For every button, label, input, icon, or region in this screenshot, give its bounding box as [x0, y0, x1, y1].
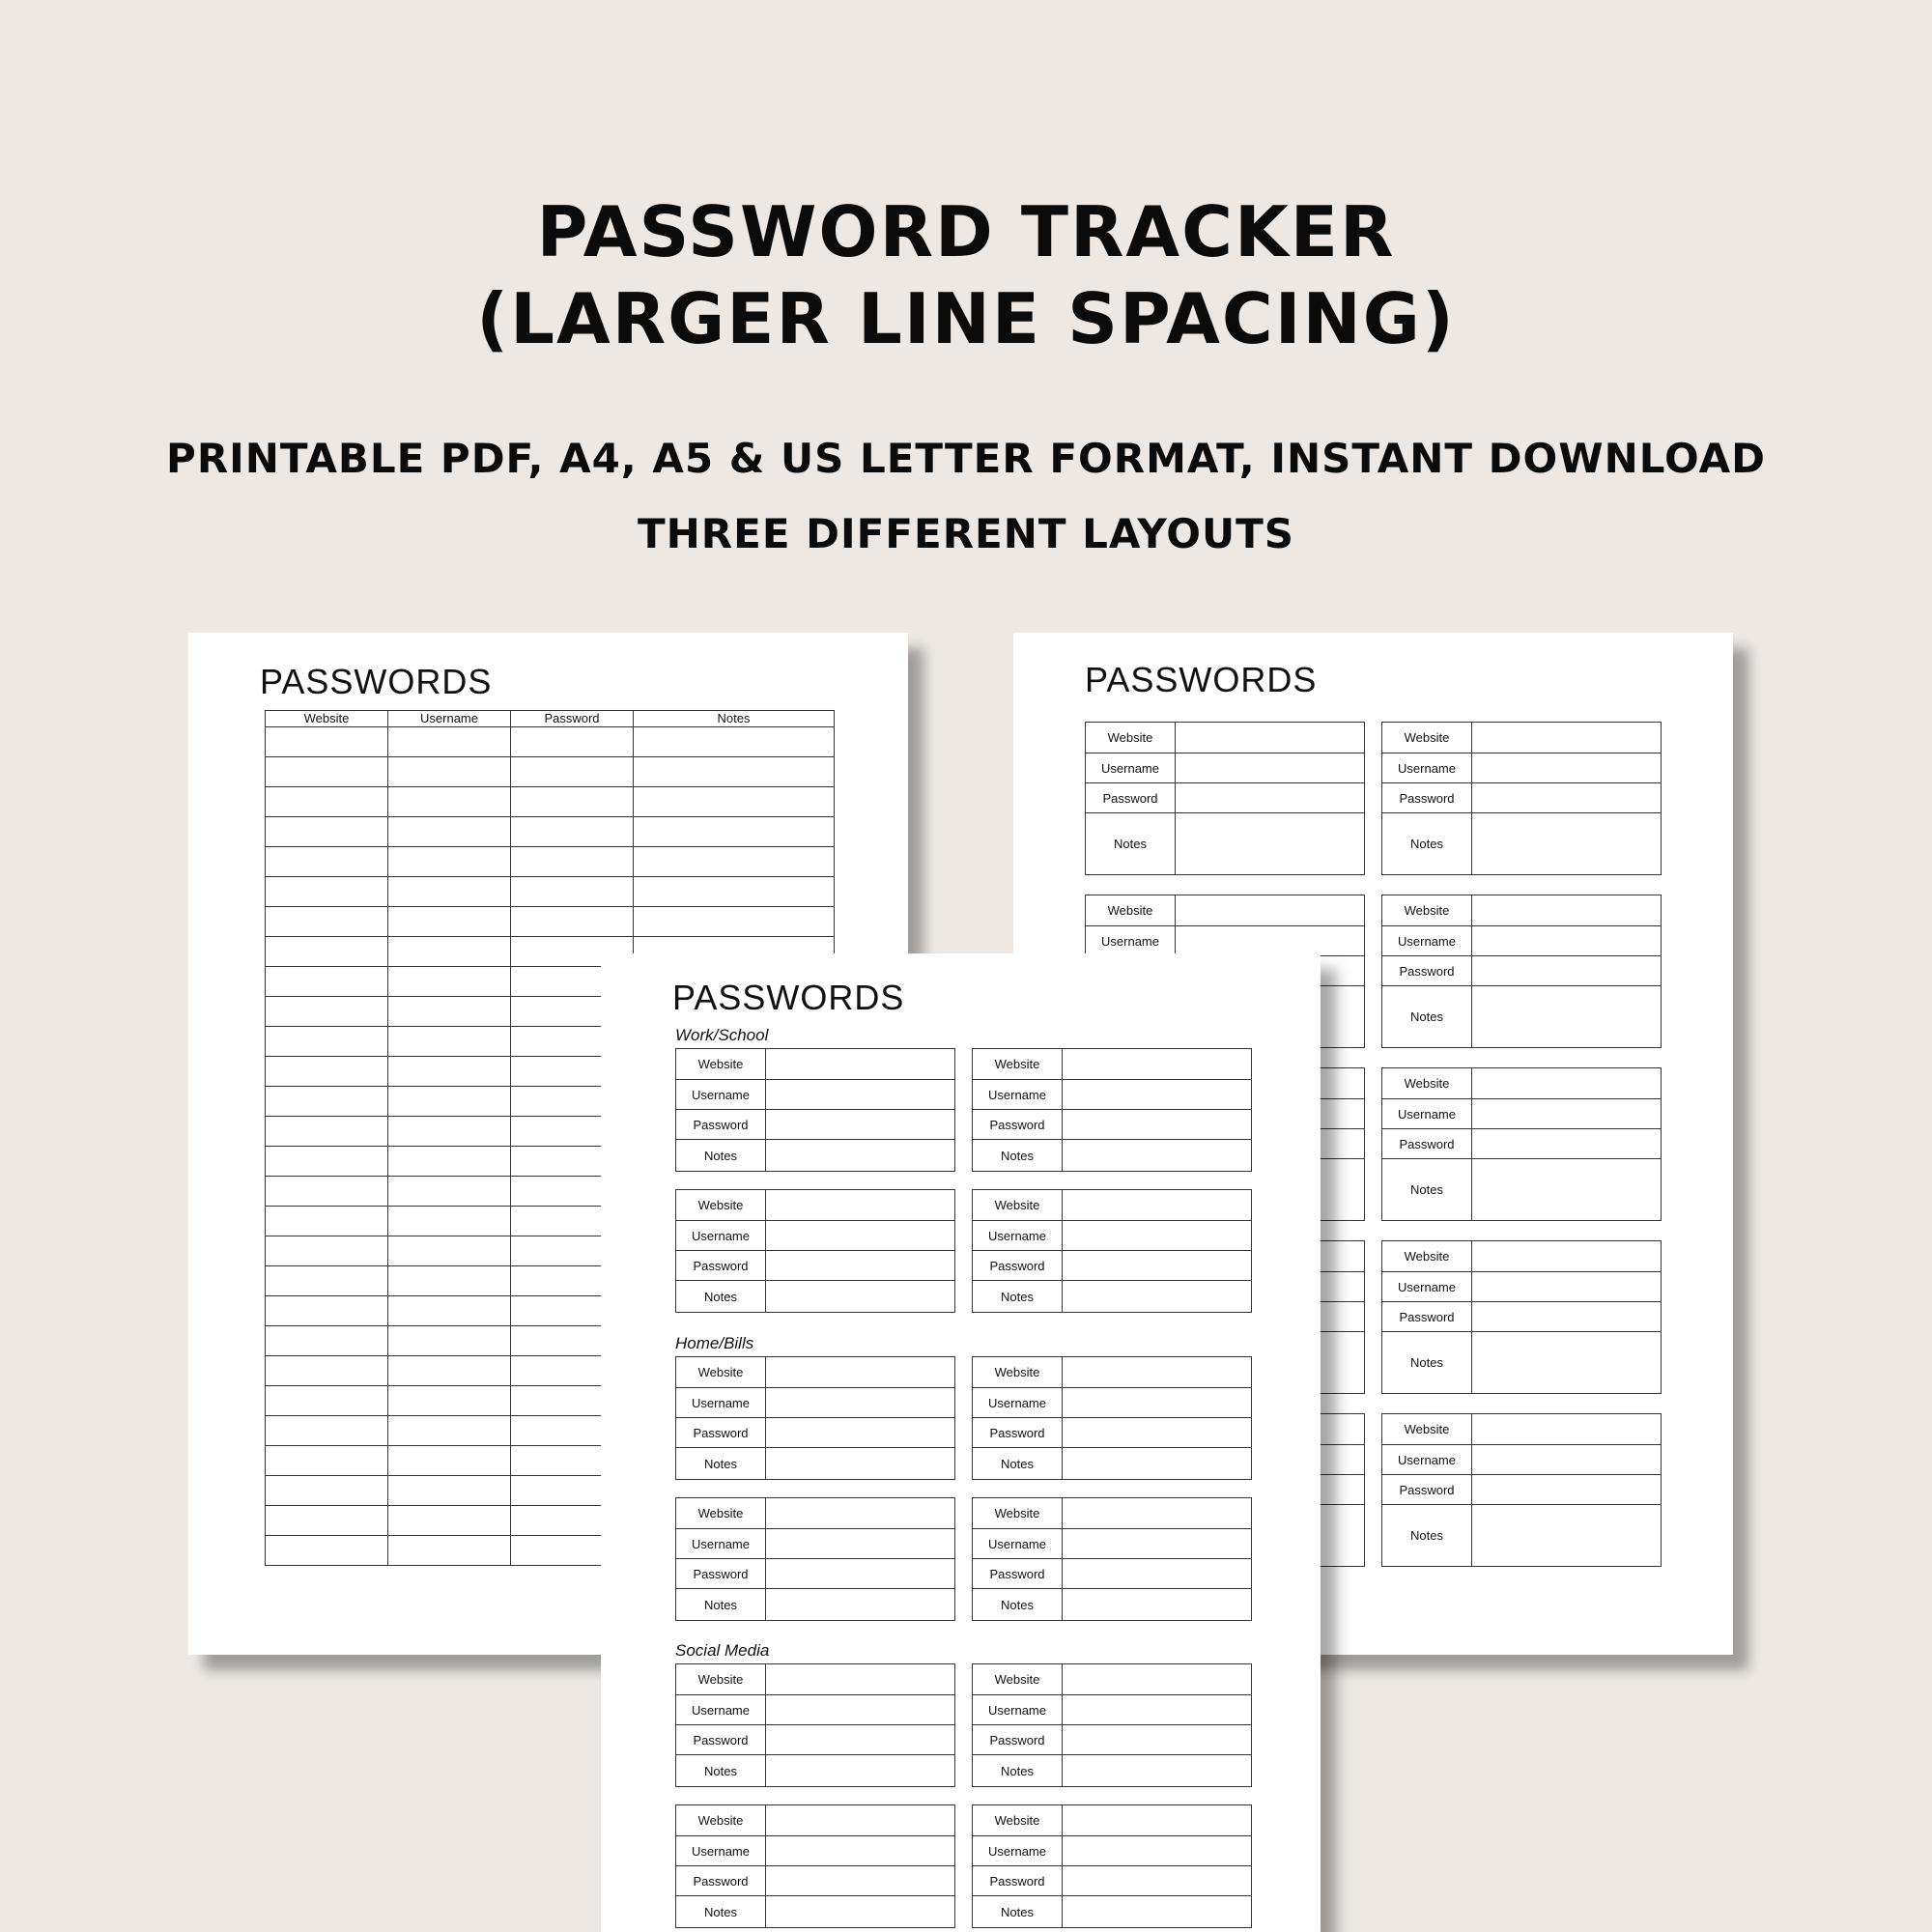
- field-label: Website: [676, 1498, 766, 1529]
- password-entry-box: [675, 1048, 955, 1172]
- table-cell[interactable]: [388, 1177, 511, 1207]
- field-label: Username: [973, 1080, 1063, 1110]
- notes-field[interactable]: [1472, 986, 1662, 1048]
- password-field[interactable]: [766, 1251, 955, 1281]
- column-header: Notes: [634, 711, 835, 727]
- username-field[interactable]: [766, 1529, 955, 1559]
- field-label: Password: [973, 1725, 1063, 1755]
- table-cell[interactable]: [266, 1476, 388, 1506]
- password-field[interactable]: [766, 1110, 955, 1140]
- password-entry-box: [1085, 722, 1365, 875]
- table-cell[interactable]: [388, 997, 511, 1027]
- table-cell[interactable]: [388, 1027, 511, 1057]
- table-cell[interactable]: [266, 1356, 388, 1386]
- table-row: [266, 817, 835, 847]
- username-field[interactable]: [1472, 1272, 1662, 1302]
- notes-field[interactable]: [766, 1448, 955, 1480]
- table-cell[interactable]: [266, 1266, 388, 1296]
- password-entry-box: [675, 1804, 955, 1928]
- username-field[interactable]: [766, 1695, 955, 1725]
- table-cell[interactable]: [266, 997, 388, 1027]
- table-cell[interactable]: [388, 1147, 511, 1177]
- field-label: Website: [1086, 723, 1176, 753]
- table-cell[interactable]: [388, 1536, 511, 1566]
- field-label: Website: [1086, 895, 1176, 926]
- password-entry-box: [1381, 1413, 1662, 1567]
- website-field[interactable]: [1063, 1664, 1252, 1695]
- table-row: [266, 757, 835, 787]
- field-label: Username: [676, 1388, 766, 1418]
- notes-field[interactable]: [1063, 1589, 1252, 1621]
- field-label: Username: [973, 1221, 1063, 1251]
- field-label: Password: [973, 1559, 1063, 1589]
- field-label: Website: [973, 1498, 1063, 1529]
- field-label: Website: [676, 1190, 766, 1221]
- column-header: Username: [388, 711, 511, 727]
- password-entry-box: [675, 1663, 955, 1787]
- field-label: Username: [676, 1529, 766, 1559]
- field-label: Notes: [973, 1755, 1063, 1787]
- password-field[interactable]: [766, 1418, 955, 1448]
- table-cell[interactable]: [388, 727, 511, 757]
- field-label: Website: [1382, 1241, 1472, 1272]
- field-label: Notes: [1382, 986, 1472, 1048]
- password-entry-box: [972, 1356, 1252, 1480]
- sheet-title: PASSWORDS: [672, 978, 905, 1017]
- field-label: Notes: [1382, 1332, 1472, 1394]
- table-cell[interactable]: [266, 1236, 388, 1266]
- headline-subtitle: PRINTABLE PDF, A4, A5 & US LETTER FORMAT, INSTANT DOWNLOAD: [166, 435, 1766, 482]
- password-entry-box: [972, 1048, 1252, 1172]
- table-cell[interactable]: [388, 787, 511, 817]
- table-cell[interactable]: [266, 1177, 388, 1207]
- field-label: Notes: [676, 1448, 766, 1480]
- website-field[interactable]: [1472, 1414, 1662, 1445]
- table-cell[interactable]: [266, 1057, 388, 1087]
- table-cell[interactable]: [388, 907, 511, 937]
- table-cell[interactable]: [388, 1416, 511, 1446]
- table-cell[interactable]: [388, 1326, 511, 1356]
- field-label: Username: [1086, 753, 1176, 783]
- table-cell[interactable]: [634, 877, 835, 907]
- field-label: Password: [973, 1418, 1063, 1448]
- column-header: Password: [511, 711, 634, 727]
- table-cell[interactable]: [266, 817, 388, 847]
- notes-field[interactable]: [1063, 1448, 1252, 1480]
- password-field[interactable]: [1176, 783, 1365, 813]
- table-cell[interactable]: [266, 727, 388, 757]
- table-cell[interactable]: [266, 877, 388, 907]
- field-label: Password: [1382, 783, 1472, 813]
- username-field[interactable]: [1176, 926, 1365, 956]
- password-entry-box: [972, 1663, 1252, 1787]
- password-field[interactable]: [1063, 1418, 1252, 1448]
- username-field[interactable]: [1472, 1099, 1662, 1129]
- field-label: Username: [676, 1080, 766, 1110]
- field-label: Notes: [676, 1755, 766, 1787]
- field-label: Password: [1382, 1475, 1472, 1505]
- table-cell[interactable]: [388, 1356, 511, 1386]
- table-row: [266, 727, 835, 757]
- field-label: Password: [973, 1110, 1063, 1140]
- notes-field[interactable]: [1063, 1281, 1252, 1313]
- table-cell[interactable]: [511, 907, 634, 937]
- password-entry-box: [1381, 1067, 1662, 1221]
- password-entry-box: [675, 1356, 955, 1480]
- password-field[interactable]: [766, 1559, 955, 1589]
- table-cell[interactable]: [388, 1296, 511, 1326]
- field-label: Password: [676, 1418, 766, 1448]
- table-cell[interactable]: [388, 1386, 511, 1416]
- table-cell[interactable]: [634, 787, 835, 817]
- notes-field[interactable]: [1472, 813, 1662, 875]
- field-label: Website: [1382, 1068, 1472, 1099]
- field-label: Username: [1086, 926, 1176, 956]
- field-label: Notes: [676, 1589, 766, 1621]
- password-field[interactable]: [1472, 1475, 1662, 1505]
- password-field[interactable]: [1472, 956, 1662, 986]
- field-label: Password: [676, 1725, 766, 1755]
- table-cell[interactable]: [634, 847, 835, 877]
- website-field[interactable]: [766, 1498, 955, 1529]
- website-field[interactable]: [766, 1357, 955, 1388]
- field-label: Website: [973, 1049, 1063, 1080]
- password-field[interactable]: [766, 1725, 955, 1755]
- notes-field[interactable]: [766, 1140, 955, 1172]
- field-label: Website: [973, 1664, 1063, 1695]
- headline-title: PASSWORD TRACKER: [536, 191, 1396, 272]
- headline-title-line2: (LARGER LINE SPACING): [476, 278, 1456, 359]
- table-cell[interactable]: [511, 817, 634, 847]
- password-entry-box: [1381, 1240, 1662, 1394]
- field-label: Username: [973, 1529, 1063, 1559]
- website-field[interactable]: [1063, 1498, 1252, 1529]
- table-row: [266, 907, 835, 937]
- notes-field[interactable]: [1472, 1332, 1662, 1394]
- field-label: Username: [1382, 926, 1472, 956]
- field-label: Username: [1382, 1272, 1472, 1302]
- field-label: Notes: [1382, 813, 1472, 875]
- field-label: Notes: [973, 1281, 1063, 1313]
- password-field[interactable]: [1063, 1251, 1252, 1281]
- notes-field[interactable]: [1063, 1755, 1252, 1787]
- column-header: Website: [266, 711, 388, 727]
- field-label: Notes: [1382, 1505, 1472, 1567]
- field-label: Notes: [973, 1448, 1063, 1480]
- table-cell[interactable]: [388, 1266, 511, 1296]
- table-cell[interactable]: [388, 937, 511, 967]
- table-cell[interactable]: [388, 967, 511, 997]
- password-entry-box: [1381, 722, 1662, 875]
- password-field[interactable]: [1063, 1866, 1252, 1896]
- field-label: Username: [1382, 1445, 1472, 1475]
- field-label: Username: [1382, 753, 1472, 783]
- table-cell[interactable]: [266, 1147, 388, 1177]
- field-label: Website: [1382, 1414, 1472, 1445]
- table-row: [266, 787, 835, 817]
- sheet-title: PASSWORDS: [260, 662, 493, 701]
- category-heading: Home/Bills: [675, 1334, 754, 1352]
- field-label: Website: [973, 1805, 1063, 1836]
- field-label: Notes: [676, 1896, 766, 1928]
- website-field[interactable]: [766, 1805, 955, 1836]
- table-cell[interactable]: [388, 1057, 511, 1087]
- website-field[interactable]: [1176, 895, 1365, 926]
- website-field[interactable]: [1063, 1049, 1252, 1080]
- password-field[interactable]: [1472, 783, 1662, 813]
- field-label: Website: [1382, 895, 1472, 926]
- notes-field[interactable]: [1063, 1140, 1252, 1172]
- table-cell[interactable]: [266, 1027, 388, 1057]
- field-label: Password: [676, 1866, 766, 1896]
- category-layout-sheet: [601, 953, 1321, 1932]
- password-entry-box: [972, 1497, 1252, 1621]
- username-field[interactable]: [1063, 1529, 1252, 1559]
- website-field[interactable]: [1472, 1241, 1662, 1272]
- notes-field[interactable]: [1176, 813, 1365, 875]
- table-cell[interactable]: [634, 817, 835, 847]
- username-field[interactable]: [1472, 926, 1662, 956]
- password-field[interactable]: [766, 1866, 955, 1896]
- username-field[interactable]: [1063, 1388, 1252, 1418]
- table-cell[interactable]: [266, 1386, 388, 1416]
- website-field[interactable]: [766, 1190, 955, 1221]
- field-label: Website: [676, 1049, 766, 1080]
- field-label: Password: [1086, 783, 1176, 813]
- field-label: Notes: [676, 1281, 766, 1313]
- field-label: Notes: [1382, 1159, 1472, 1221]
- website-field[interactable]: [1472, 895, 1662, 926]
- table-cell[interactable]: [266, 1117, 388, 1147]
- table-cell[interactable]: [634, 757, 835, 787]
- table-cell[interactable]: [388, 757, 511, 787]
- website-field[interactable]: [1472, 723, 1662, 753]
- password-field[interactable]: [1063, 1110, 1252, 1140]
- category-heading: Social Media: [675, 1641, 770, 1660]
- table-cell[interactable]: [266, 1087, 388, 1117]
- field-label: Website: [973, 1190, 1063, 1221]
- password-field[interactable]: [1063, 1559, 1252, 1589]
- table-cell[interactable]: [266, 937, 388, 967]
- field-label: Notes: [973, 1140, 1063, 1172]
- password-field[interactable]: [1472, 1302, 1662, 1332]
- table-cell[interactable]: [388, 1207, 511, 1236]
- website-field[interactable]: [766, 1049, 955, 1080]
- password-entry-box: [675, 1189, 955, 1313]
- password-field[interactable]: [1063, 1725, 1252, 1755]
- username-field[interactable]: [1063, 1221, 1252, 1251]
- field-label: Notes: [676, 1140, 766, 1172]
- field-label: Username: [676, 1695, 766, 1725]
- username-field[interactable]: [1176, 753, 1365, 783]
- table-row: [266, 877, 835, 907]
- notes-field[interactable]: [1472, 1159, 1662, 1221]
- website-field[interactable]: [1063, 1190, 1252, 1221]
- table-cell[interactable]: [634, 907, 835, 937]
- website-field[interactable]: [1063, 1357, 1252, 1388]
- field-label: Username: [973, 1836, 1063, 1866]
- password-entry-box: [972, 1804, 1252, 1928]
- password-field[interactable]: [1472, 1129, 1662, 1159]
- field-label: Website: [676, 1664, 766, 1695]
- table-cell[interactable]: [388, 1236, 511, 1266]
- table-cell[interactable]: [266, 907, 388, 937]
- field-label: Password: [973, 1251, 1063, 1281]
- username-field[interactable]: [1063, 1080, 1252, 1110]
- field-label: Website: [973, 1357, 1063, 1388]
- password-entry-box: [675, 1497, 955, 1621]
- table-cell[interactable]: [266, 1446, 388, 1476]
- username-field[interactable]: [766, 1388, 955, 1418]
- notes-field[interactable]: [1472, 1505, 1662, 1567]
- table-cell[interactable]: [266, 1296, 388, 1326]
- table-cell[interactable]: [388, 817, 511, 847]
- username-field[interactable]: [766, 1836, 955, 1866]
- table-cell[interactable]: [388, 1087, 511, 1117]
- table-cell[interactable]: [266, 787, 388, 817]
- table-cell[interactable]: [266, 967, 388, 997]
- field-label: Password: [1382, 1129, 1472, 1159]
- username-field[interactable]: [766, 1080, 955, 1110]
- table-cell[interactable]: [388, 877, 511, 907]
- table-cell[interactable]: [388, 1446, 511, 1476]
- field-label: Website: [676, 1805, 766, 1836]
- table-cell[interactable]: [266, 757, 388, 787]
- password-entry-box: [1381, 895, 1662, 1048]
- field-label: Username: [973, 1695, 1063, 1725]
- website-field[interactable]: [1472, 1068, 1662, 1099]
- field-label: Password: [1382, 956, 1472, 986]
- website-field[interactable]: [766, 1664, 955, 1695]
- field-label: Notes: [973, 1896, 1063, 1928]
- table-cell[interactable]: [634, 727, 835, 757]
- field-label: Notes: [973, 1589, 1063, 1621]
- category-heading: Work/School: [675, 1026, 769, 1044]
- table-cell[interactable]: [388, 847, 511, 877]
- field-label: Website: [1382, 723, 1472, 753]
- field-label: Password: [1382, 1302, 1472, 1332]
- website-field[interactable]: [1176, 723, 1365, 753]
- password-entry-box: [972, 1189, 1252, 1313]
- username-field[interactable]: [1063, 1836, 1252, 1866]
- field-label: Username: [973, 1388, 1063, 1418]
- table-cell[interactable]: [388, 1506, 511, 1536]
- table-cell[interactable]: [266, 1506, 388, 1536]
- username-field[interactable]: [1472, 753, 1662, 783]
- notes-field[interactable]: [766, 1896, 955, 1928]
- username-field[interactable]: [1472, 1445, 1662, 1475]
- field-label: Password: [973, 1866, 1063, 1896]
- field-label: Notes: [1086, 813, 1176, 875]
- field-label: Password: [676, 1251, 766, 1281]
- sheet-title: PASSWORDS: [1085, 660, 1318, 699]
- table-cell[interactable]: [388, 1476, 511, 1506]
- username-field[interactable]: [766, 1221, 955, 1251]
- table-cell[interactable]: [511, 757, 634, 787]
- table-cell[interactable]: [388, 1117, 511, 1147]
- field-label: Username: [676, 1221, 766, 1251]
- notes-field[interactable]: [1063, 1896, 1252, 1928]
- table-cell[interactable]: [266, 1536, 388, 1566]
- table-cell[interactable]: [266, 1326, 388, 1356]
- field-label: Password: [676, 1110, 766, 1140]
- table-cell[interactable]: [511, 847, 634, 877]
- table-cell[interactable]: [511, 787, 634, 817]
- field-label: Password: [676, 1559, 766, 1589]
- field-label: Username: [1382, 1099, 1472, 1129]
- table-cell[interactable]: [511, 877, 634, 907]
- username-field[interactable]: [1063, 1695, 1252, 1725]
- field-label: Website: [676, 1357, 766, 1388]
- table-cell[interactable]: [266, 1416, 388, 1446]
- headline-layouts: THREE DIFFERENT LAYOUTS: [637, 510, 1295, 557]
- website-field[interactable]: [1063, 1805, 1252, 1836]
- table-cell[interactable]: [511, 727, 634, 757]
- field-label: Username: [676, 1836, 766, 1866]
- notes-field[interactable]: [766, 1755, 955, 1787]
- notes-field[interactable]: [766, 1281, 955, 1313]
- table-cell[interactable]: [266, 1207, 388, 1236]
- notes-field[interactable]: [766, 1589, 955, 1621]
- table-row: [266, 847, 835, 877]
- table-cell[interactable]: [266, 847, 388, 877]
